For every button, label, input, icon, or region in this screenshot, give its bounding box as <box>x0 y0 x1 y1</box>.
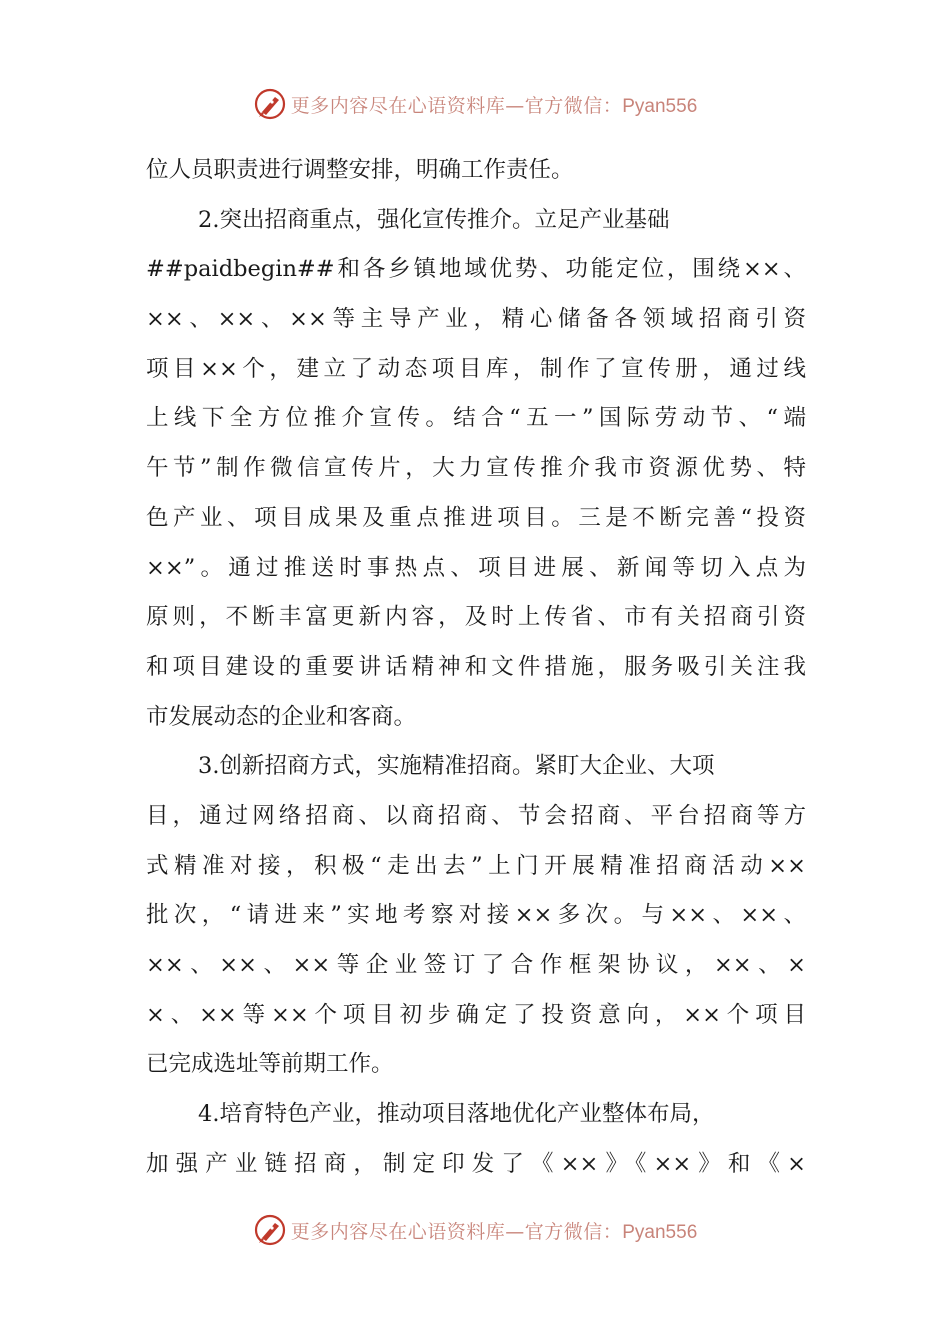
header-watermark <box>0 82 950 126</box>
header-promo-text <box>291 91 698 118</box>
body-text-line: 项目××个，建立了动态项目库，制作了宣传册，通过线 <box>146 355 806 382</box>
footer-watermark <box>0 1208 950 1252</box>
header-handle: Pyan556 <box>622 95 698 117</box>
footer-promo: 更多内容尽在心语资料库—官方微信： <box>290 1220 623 1243</box>
body-text-line: 4.培育特色产业，推动项目落地优化产业整体布局， <box>198 1101 715 1128</box>
body-text-line: ××”。通过推送时事热点、项目进展、新闻等切入点为 <box>146 554 806 581</box>
footer-handle: Pyan556 <box>622 1221 698 1243</box>
body-text-line: 午节”制作微信宣传片，大力宣传推介我市资源优势、特 <box>146 455 806 482</box>
body-text-line: ##paidbegin##和各乡镇地域优势、功能定位，围绕××、 <box>146 256 806 283</box>
body-text-line: 色产业、项目成果及重点推进项目。三是不断完善“投资 <box>146 504 806 531</box>
pen-nib-icon <box>253 1213 287 1247</box>
body-text-line: 已完成选址等前期工作。 <box>146 1051 394 1078</box>
pen-nib-icon <box>253 87 287 121</box>
document-body <box>146 146 806 1189</box>
body-text-line: 目，通过网络招商、以商招商、节会招商、平台招商等方 <box>146 802 806 829</box>
footer-promo-text <box>291 1217 698 1244</box>
body-text-line: ××、××、××等企业签订了合作框架协议，××、× <box>146 952 806 978</box>
body-text-line: ×、××等××个项目初步确定了投资意向，××个项目 <box>146 1001 806 1028</box>
body-text-line: 位人员职责进行调整安排，明确工作责任。 <box>146 157 574 183</box>
body-text-line: 和项目建设的重要讲话精神和文件措施，服务吸引关注我 <box>146 653 806 680</box>
header-promo: 更多内容尽在心语资料库—官方微信： <box>290 94 623 117</box>
body-text-line: 加强产业链招商，制定印发了《××》《××》和《× <box>146 1150 806 1177</box>
body-text-line: 式精准对接，积极“走出去”上门开展精准招商活动×× <box>146 852 806 879</box>
body-text-line: 批次，“请进来”实地考察对接××多次。与××、××、 <box>146 902 806 929</box>
body-text-line: 2.突出招商重点，强化宣传推介。立足产业基础 <box>198 206 670 233</box>
body-text-line: 原则，不断丰富更新内容，及时上传省、市有关招商引资 <box>146 604 806 631</box>
body-text-line: 3.创新招商方式，实施精准招商。紧盯大企业、大项 <box>198 753 715 780</box>
body-text-line: 市发展动态的企业和客商。 <box>146 703 417 730</box>
body-text-line: ××、××、××等主导产业，精心储备各领域招商引资 <box>146 306 806 333</box>
body-text-line: 上线下全方位推介宣传。结合“五一”国际劳动节、“端 <box>146 405 806 432</box>
